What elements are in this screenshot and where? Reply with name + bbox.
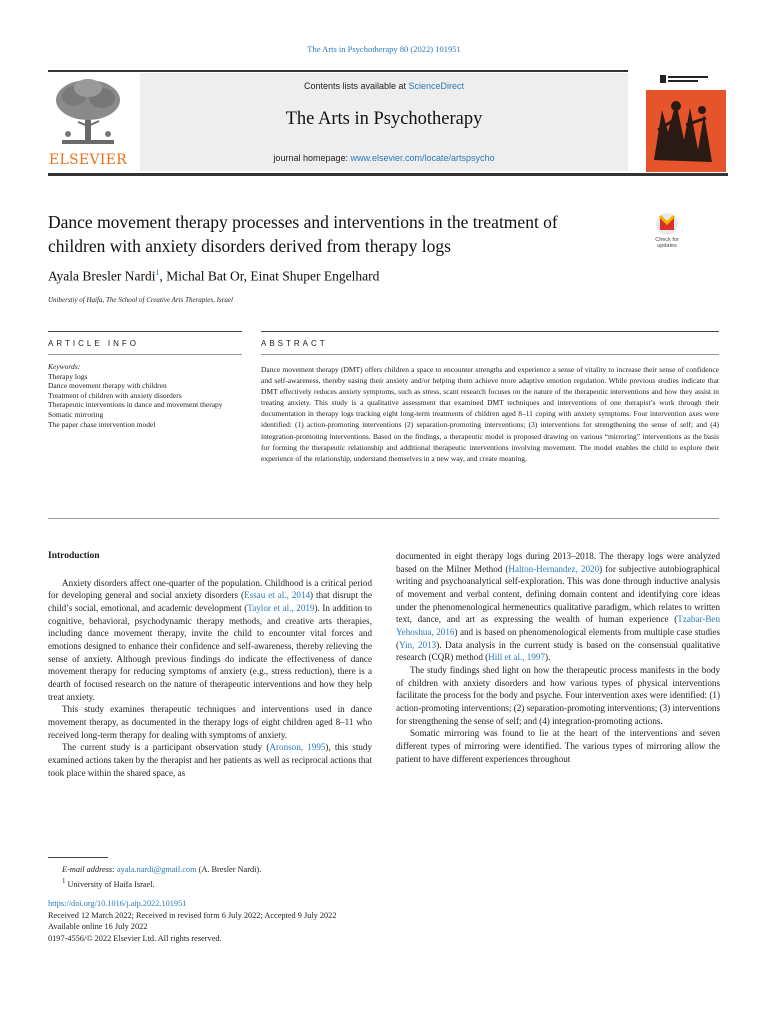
- article-metadata: [48, 898, 468, 944]
- masthead-bottom-rule: [48, 173, 728, 176]
- coauthor-names[interactable]: , Michal Bat Or, Einat Shuper Engelhard: [159, 268, 380, 284]
- body-right-column: [396, 550, 720, 765]
- affiliation-footnote: $^1$ University of Haifa Israel.: [62, 878, 155, 889]
- crossmark-icon: [646, 212, 688, 238]
- author-footnote-mark[interactable]: 1: [155, 268, 160, 277]
- citation-link[interactable]: Taylor et al., 2019: [247, 602, 315, 613]
- keyword-item: Dance movement therapy with children: [48, 381, 167, 391]
- body-paragraph: documented in eight therapy logs during 2013–2018. The therapy logs were analyzed based on the Milner Method (Halton-Hernandez, 2020) for subjective autobiographical writing and psychoanalytical self-exploration. This was done through inductive analysis of movement and verbal content, defining domain content and identifying core ideas under the phenomenological hermeneutics qualitative paradigm, which relates to written text, dance, and art as expressing the wealth of human experience (Tzabar-Ben Yehoshua, 2016) and is based on phenomenological elements from multiple case studies (Yin, 2013). Data analysis in the current study is based on the consensual qualitative research (CQR) method (Hill et al., 1997).: [396, 551, 720, 663]
- body-paragraph: Somatic mirroring was found to lie at the heart of the interventions and seven different types of mirroring were identified. The various types of mirroring allow the patient to have different experiences throughout: [396, 728, 720, 764]
- journal-reference-link[interactable]: The Arts in Psychotherapy 80 (2022) 101951: [307, 44, 461, 54]
- journal-masthead: [48, 70, 728, 178]
- article-title: Dance movement therapy processes and interventions in the treatment of children with anxiety disorders derived from therapy logs: [48, 212, 558, 256]
- elsevier-logo[interactable]: [48, 76, 128, 168]
- citation-link[interactable]: Essau et al., 2014: [244, 590, 311, 601]
- journal-cover-thumbnail[interactable]: [646, 70, 726, 172]
- keyword-item: The paper chase intervention model: [48, 419, 156, 429]
- abstract-subrule: [261, 354, 719, 355]
- citation-link[interactable]: Tzabar-Ben Yehoshua, 2016: [396, 614, 720, 637]
- available-online-date: Available online 16 July 2022: [48, 922, 148, 931]
- keywords-label: Keywords:: [48, 362, 81, 371]
- copyright-line: 0197-4556/© 2022 Elsevier Ltd. All rights reserved.: [48, 933, 222, 943]
- keywords-list: [48, 362, 228, 429]
- journal-title: The Arts in Psychotherapy: [285, 109, 483, 129]
- contents-available: Contents lists available at ScienceDirect: [303, 81, 465, 91]
- author-affiliation: Uniberstiy of Haifa, The School of Creative Arts Therapies, Israel: [48, 296, 233, 304]
- citation-link[interactable]: Yin, 2013: [399, 639, 437, 650]
- masthead-center-band: [140, 73, 628, 171]
- body-paragraph: Anxiety disorders affect one-quarter of the population. Childhood is a critical period for developing general and social anxiety disorders (Essau et al., 2014) that disrupt the child’s social, emotional, and academic development (Taylor et al., 2019). In addition to cognitive, behavioral, psychodynamic therapy methods, and creative arts therapies, including dance movement therapy, invite the child to encounter vital forces and emotions designed to enhance their confidence and self-awareness, thereby relieving the sense of anxiety. Although previous findings do indicate the effectiveness of dance movement therapy for reducing symptoms of anxiety (e.g., stress reduction), there is a dearth of focused research on the nature of therapeutic interventions and how they help treat anxiety.: [48, 577, 372, 702]
- article-info-subrule: [48, 354, 242, 355]
- citation-link[interactable]: Aronson, 1995: [269, 742, 326, 753]
- keyword-item: Therapy logs: [48, 371, 88, 381]
- author-name[interactable]: Ayala Bresler Nardi: [48, 268, 156, 284]
- keyword-item: Somatic mirroring: [48, 409, 104, 419]
- journal-homepage-link[interactable]: www.elsevier.com/locate/artspsycho: [350, 153, 495, 163]
- keyword-item: Treatment of children with anxiety disorders: [48, 390, 182, 400]
- introduction-heading: Introduction: [48, 551, 100, 561]
- body-left-column: [48, 550, 372, 779]
- elsevier-wordmark: ELSEVIER: [48, 152, 128, 168]
- abstract-rule: [261, 331, 719, 332]
- email-link[interactable]: ayala.nardi@gmail.com: [117, 865, 197, 874]
- email-footnote: E-mail address: ayala.nardi@gmail.com (A. Bresler Nardi).: [62, 865, 262, 874]
- received-dates: Received 12 March 2022; Received in revised form 6 July 2022; Accepted 9 July 2022: [48, 910, 337, 920]
- abstract-heading: ABSTRACT: [261, 339, 328, 348]
- elsevier-tree-icon: [52, 76, 124, 148]
- crossmark-label: Check for updates: [655, 237, 679, 249]
- body-paragraph: This study examines therapeutic techniques and interventions used in dance movement therapy, as documented in the therapy logs of eight children aged 8–11 who received long-term therapy for dealing with symptoms of anxiety.: [48, 704, 372, 740]
- sciencedirect-link[interactable]: ScienceDirect: [408, 81, 465, 91]
- footnotes: [48, 864, 468, 891]
- check-for-updates-badge[interactable]: [646, 212, 688, 256]
- keyword-item: Therapeutic interventions in dance and movement therapy: [48, 400, 223, 410]
- article-info-heading: ARTICLE INFO: [48, 339, 139, 348]
- citation-link[interactable]: Hill et al., 1997: [488, 652, 545, 663]
- abstract-text: Dance movement therapy (DMT) offers children a space to encounter strengths and experience a sense of vitality to increase their sense of confidence and self-awareness, thereby easing their anxiety and/or helping them achieve more adaptive emotion regulation. While previous studies indicate that DMT effectively reduces anxiety symptoms, such as stress, scant research focuses on the nature of the therapeutic interventions and how they assist in treating anxiety. This study is a qualitative assessment that examined DMT techniques and interventions of one therapist’s work through their documentation in therapy logs tracking eight long-term treatments of children aged 8–11 coping with anxiety symptoms. Four intervention axes were identified: (1) action-promoting interventions (2) separation-promoting interventions; (3) interventions for strengthening the sense of self; and (4) integration-promoting interventions. Based on the findings, a therapeutic model is proposed drawing on various “mirroring” interventions as the basis for forming the therapeutic relationship and additional therapeutic interventions involving movement. The model enables the child to explore their experience of the relationship, understand themselves in a new way, and create meaning.: [261, 365, 719, 463]
- footnote-rule: [48, 857, 108, 858]
- section-divider: [48, 518, 719, 519]
- article-info-rule: [48, 331, 242, 332]
- doi-link[interactable]: https://doi.org/10.1016/j.aip.2022.101951: [48, 899, 187, 908]
- author-list: [48, 268, 379, 285]
- citation-link[interactable]: Halton-Hernandez, 2020: [508, 563, 600, 574]
- masthead-top-rule: [48, 70, 628, 72]
- journal-homepage: journal homepage: www.elsevier.com/locate/artspsycho: [273, 153, 495, 163]
- body-paragraph: The study findings shed light on how the therapeutic process manifests in the body of children with anxiety disorders and how various types of physical interventions facilitate the process for the body and psyche. Four intervention axes were identified: (1) action-promoting interventions; (2) separation-promoting interventions; (3) interventions for strengthening the sense of self; and (4) integration-promoting actions.: [396, 664, 720, 726]
- body-paragraph: The current study is a participant observation study (Aronson, 1995), this study examined actions taken by the therapist and her patients as well as reciprocal actions that took place within the shared space, as: [48, 742, 372, 778]
